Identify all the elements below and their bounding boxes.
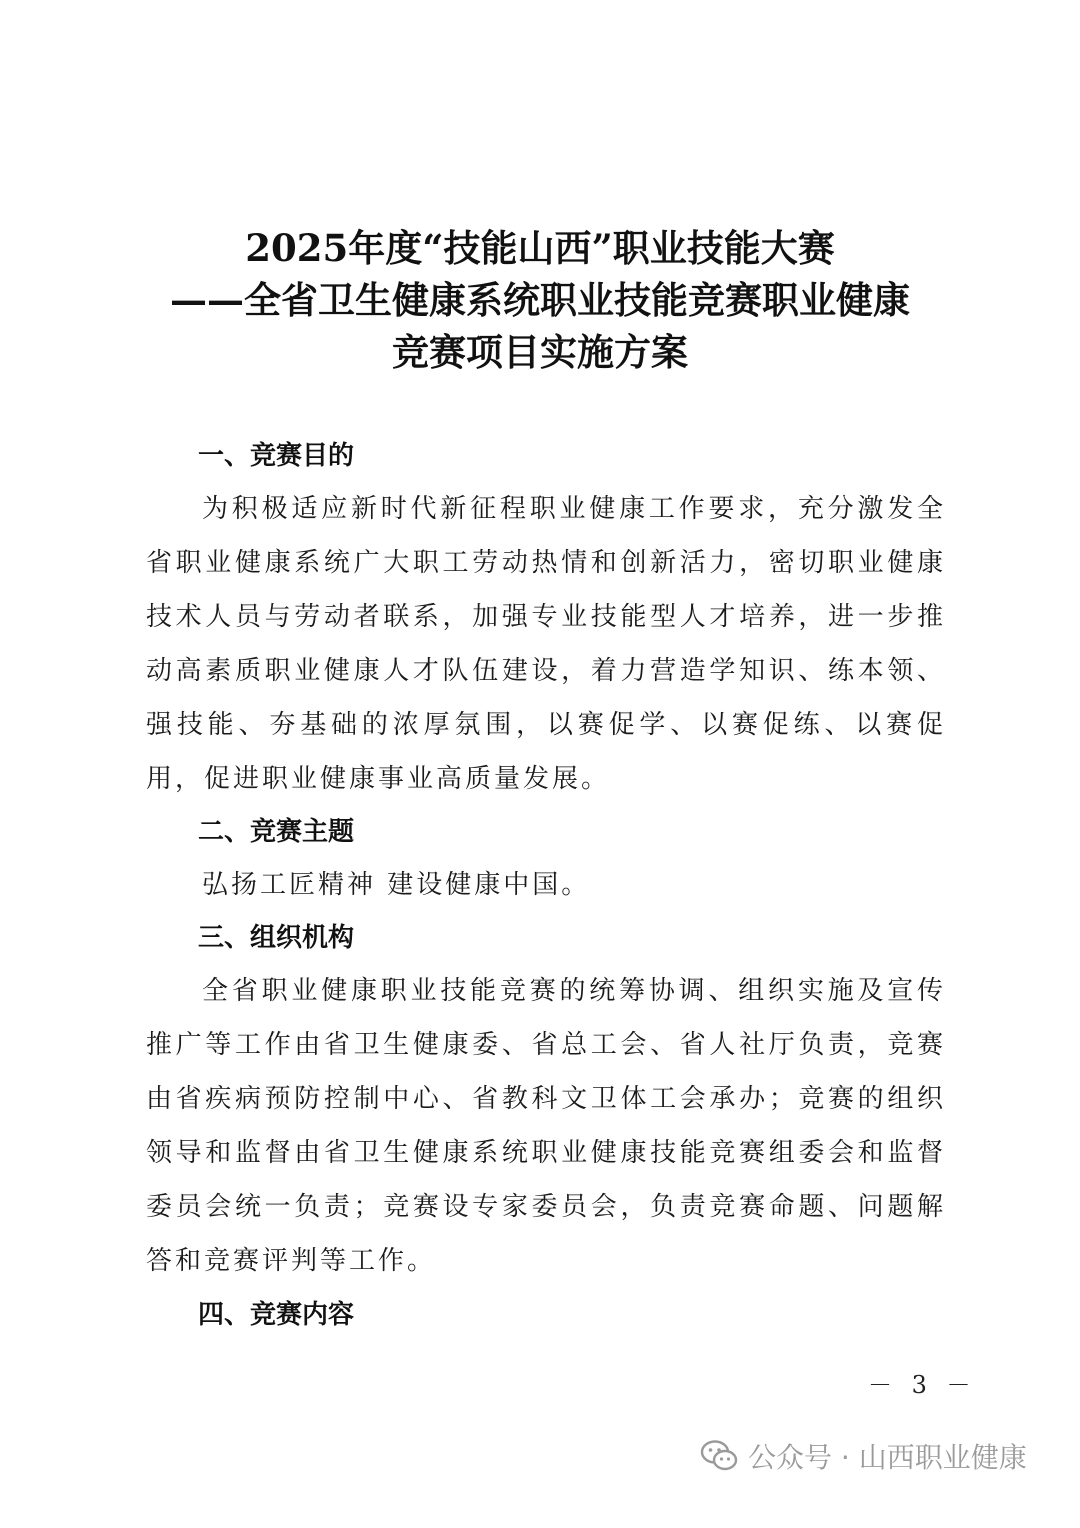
section-1-body: 为积极适应新时代新征程职业健康工作要求，充分激发全省职业健康系统广大职工劳动热情和创新活力，密切职业健康技术人员与劳动者联系，加强专业技能型人才培养，进一步推动高素质职业健康人才队伍建设，着力营造学知识、练本领、强技能、夯基础的浓厚氛围，以赛促学、以赛促练、以赛促用，促进职业健康事业高质量发展。: [146, 494, 946, 794]
title-line-3: 竞赛项目实施方案: [392, 330, 688, 374]
watermark-text: 公众号 · 山西职业健康: [748, 1441, 1027, 1474]
section-3-heading: 三、组织机构: [198, 923, 355, 953]
section-4-heading: 四、竞赛内容: [198, 1300, 355, 1330]
section-1-heading: 一、竞赛目的: [198, 441, 355, 471]
wechat-icon: [700, 1439, 738, 1473]
title-line-1: 2025年度“技能山西”职业技能大赛: [245, 226, 835, 270]
section-2-body: 弘扬工匠精神 建设健康中国。: [202, 870, 591, 900]
page-number: － 3 －: [868, 1371, 977, 1399]
section-2-heading: 二、竞赛主题: [198, 817, 355, 847]
watermark: [700, 1428, 1027, 1484]
document-title: [0, 222, 1080, 378]
title-line-2: ——全省卫生健康系统职业技能竞赛职业健康: [170, 278, 910, 322]
section-3-body: 全省职业健康职业技能竞赛的统筹协调、组织实施及宣传推广等工作由省卫生健康委、省总工会、省人社厅负责，竞赛由省疾病预防控制中心、省教科文卫体工会承办；竞赛的组织领导和监督由省卫生健康系统职业健康技能竞赛组委会和监督委员会统一负责；竞赛设专家委员会，负责竞赛命题、问题解答和竞赛评判等工作。: [146, 976, 946, 1276]
